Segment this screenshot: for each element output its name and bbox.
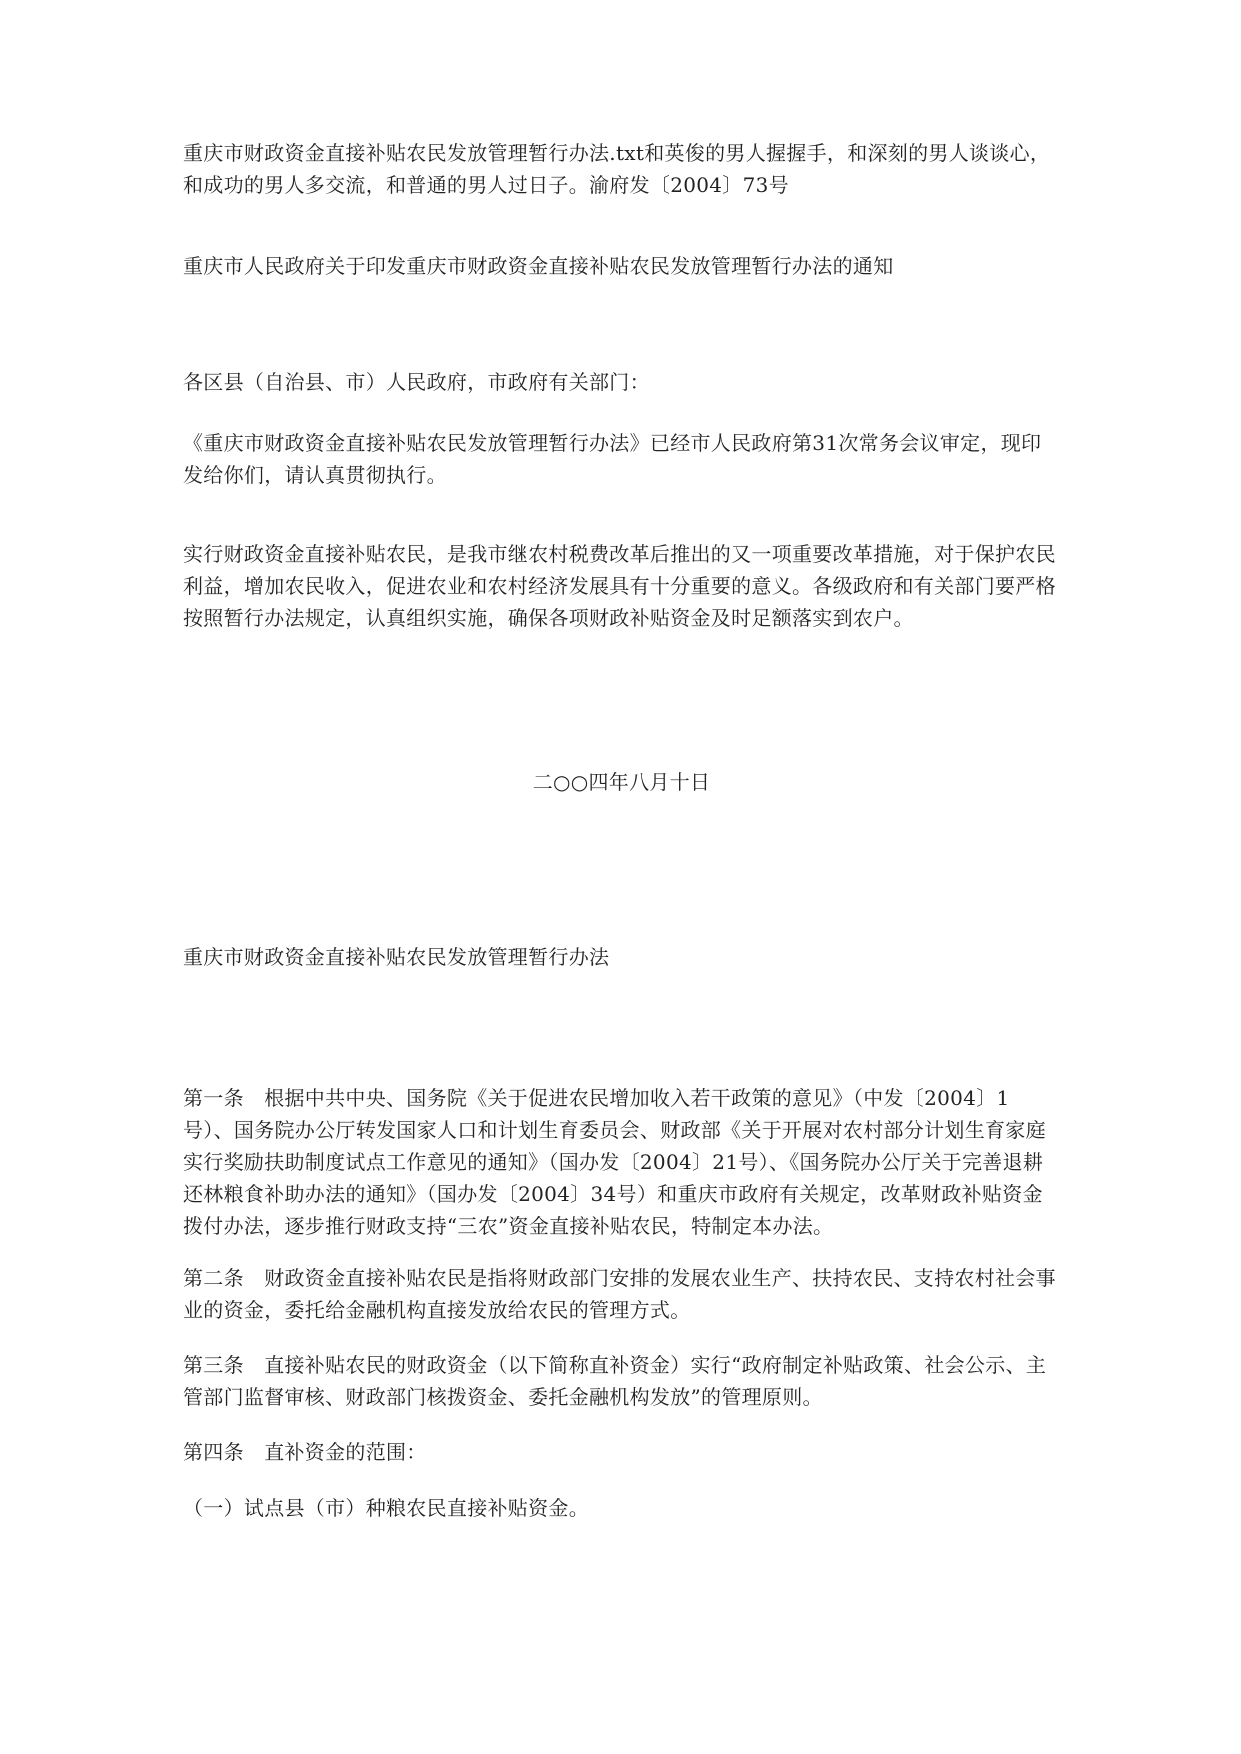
article-2: 第二条 财政资金直接补贴农民是指将财政部门安排的发展农业生产、扶持农民、支持农村社会事业的资金，委托给金融机构直接发放给农民的管理方式。 xyxy=(183,1266,1056,1322)
issue-date: 二○○四年八月十日 xyxy=(532,770,711,794)
paragraph-significance: 实行财政资金直接补贴农民，是我市继农村税费改革后推出的又一项重要改革措施，对于保护农民利益，增加农民收入，促进农业和农村经济发展具有十分重要的意义。各级政府和有关部门要严格按照暂行办法规定，认真组织实施，确保各项财政补贴资金及时足额落实到农户。 xyxy=(183,542,1056,630)
paragraph-approval: 《重庆市财政资金直接补贴农民发放管理暂行办法》已经市人民政府第31次常务会议审定，现印发给你们，请认真贯彻执行。 xyxy=(183,431,1042,487)
notice-title: 重庆市人民政府关于印发重庆市财政资金直接补贴农民发放管理暂行办法的通知 xyxy=(183,254,894,278)
article-3: 第三条 直接补贴农民的财政资金（以下简称直补资金）实行“政府制定补贴政策、社会公示、主管部门监督审核、财政部门核拨资金、委托金融机构发放”的管理原则。 xyxy=(183,1353,1047,1409)
list-item-1: （一）试点县（市）种粮农民直接补贴资金。 xyxy=(183,1496,589,1520)
measures-title: 重庆市财政资金直接补贴农民发放管理暂行办法 xyxy=(183,945,610,969)
salutation: 各区县（自治县、市）人民政府，市政府有关部门： xyxy=(183,370,650,394)
article-4: 第四条 直补资金的范围： xyxy=(183,1440,427,1464)
intro-paragraph: 重庆市财政资金直接补贴农民发放管理暂行办法.txt和英俊的男人握握手，和深刻的男人谈谈心，和成功的男人多交流，和普通的男人过日子。渝府发〔2004〕73号 xyxy=(183,141,1051,197)
article-1: 第一条 根据中共中央、国务院《关于促进农民增加收入若干政策的意见》（中发〔2004〕1号）、国务院办公厅转发国家人口和计划生育委员会、财政部《关于开展对农村部分计划生育家庭实行奖励扶助制度试点工作意见的通知》（国办发〔2004〕21号）、《国务院办公厅关于完善退耕还林粮食补助办法的通知》（国办发〔2004〕34号）和重庆市政府有关规定，改革财政补贴资金拨付办法，逐步推行财政支持“三农”资金直接补贴农民，特制定本办法。 xyxy=(183,1086,1046,1238)
